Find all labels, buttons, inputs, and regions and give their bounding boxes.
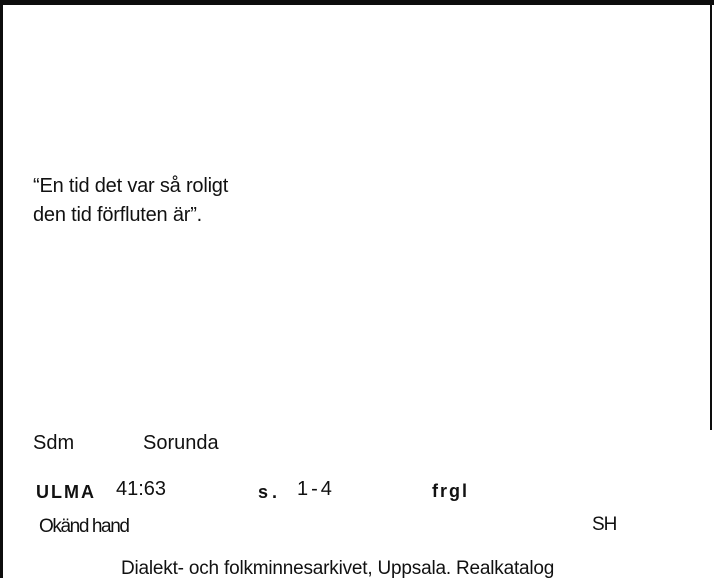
archive-code: ULMA: [36, 482, 96, 502]
shelf-number: 41:63: [116, 478, 167, 500]
province-code: Sdm: [33, 432, 75, 454]
signature: SH: [592, 514, 617, 535]
genre-code: frgl: [432, 481, 469, 501]
institution-footer: Dialekt- och folkminnesarkivet, Uppsala. Realkatalog: [121, 558, 555, 579]
quote-line-2: den tid förfluten är”.: [33, 204, 203, 226]
card-left-border: [0, 0, 3, 578]
card-top-border: [0, 0, 714, 5]
page-range: 1-4: [297, 478, 335, 500]
parish-name: Sorunda: [143, 432, 219, 454]
card-right-border: [710, 0, 712, 430]
page-prefix: s.: [258, 482, 282, 502]
quote-text: [33, 172, 228, 230]
quote-line-1: “En tid det var så roligt: [33, 175, 229, 197]
hand-note: Okänd hand: [39, 516, 129, 537]
